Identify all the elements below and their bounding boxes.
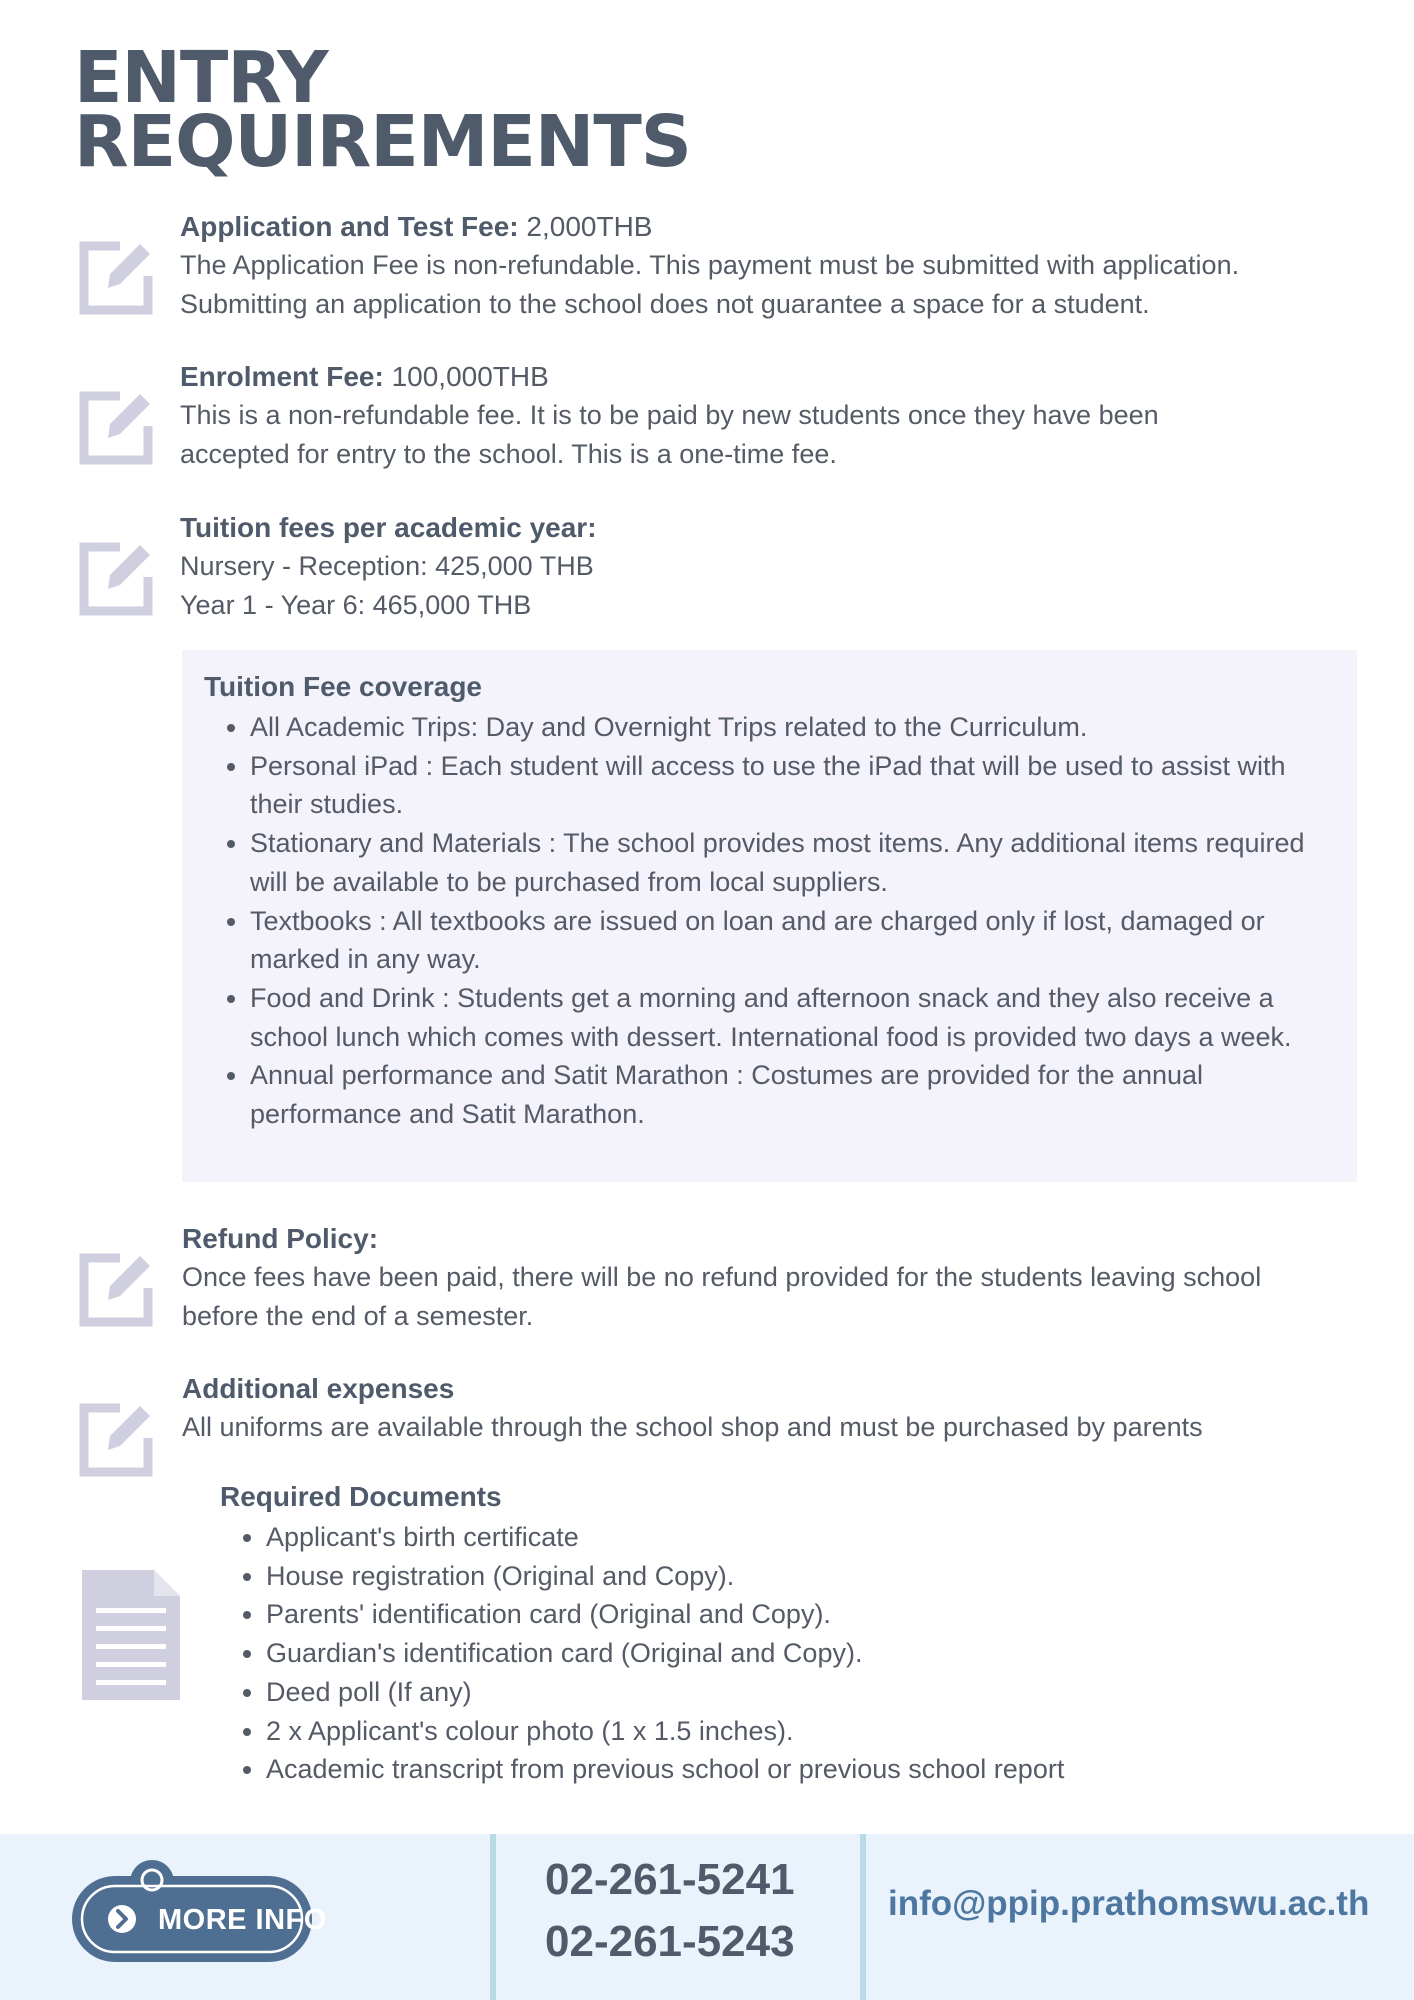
coverage-item: • All Academic Trips: Day and Overnight Trips related to the Curriculum. bbox=[250, 708, 1333, 747]
page-title bbox=[74, 36, 691, 183]
page-title-line-2: REQUIREMENTS bbox=[74, 100, 691, 183]
application-fee-label: Application and Test Fee: bbox=[180, 211, 519, 242]
coverage-item: • Personal iPad : Each student will access to use the iPad that will be used to assist with their studies. bbox=[250, 747, 1333, 824]
required-documents-heading: Required Documents bbox=[220, 1481, 502, 1512]
additional-expenses-heading: Additional expenses bbox=[182, 1373, 455, 1404]
application-fee-amount: 2,000THB bbox=[526, 211, 653, 242]
refund-policy-line-2: before the end of a semester. bbox=[182, 1300, 534, 1331]
additional-expenses-line: All uniforms are available through the school shop and must be purchased by parents bbox=[182, 1412, 1203, 1442]
document-item: • Academic transcript from previous school or previous school report bbox=[266, 1750, 1320, 1789]
phone-number-1[interactable]: 02-261-5241 bbox=[545, 1855, 795, 1904]
document-item: • Applicant's birth certificate bbox=[266, 1518, 1320, 1557]
application-fee-line-1: The Application Fee is non-refundable. This payment must be submitted with application. bbox=[180, 250, 1240, 280]
coverage-item: • Annual performance and Satit Marathon : Costumes are provided for the annual performance and Satit Marathon. bbox=[250, 1056, 1333, 1133]
edit-icon bbox=[74, 1244, 158, 1328]
tuition-fees-heading: Tuition fees per academic year: bbox=[180, 512, 597, 543]
enrolment-fee-amount: 100,000THB bbox=[391, 361, 549, 392]
application-fee-section bbox=[74, 208, 1364, 323]
enrolment-fee-line-1: This is a non-refundable fee. It is to be paid by new students once they have been bbox=[180, 400, 1159, 430]
edit-icon bbox=[74, 533, 158, 617]
phone-number-2[interactable]: 02-261-5243 bbox=[545, 1917, 795, 1966]
document-icon bbox=[82, 1570, 180, 1700]
refund-policy-section bbox=[74, 1220, 1364, 1335]
more-info-button[interactable] bbox=[72, 1852, 382, 1982]
phone-numbers bbox=[545, 1849, 795, 1973]
edit-icon bbox=[74, 232, 158, 316]
coverage-item: • Food and Drink : Students get a morning and afternoon snack and they also receive a school lunch which comes with dessert. International food is provided two days a week. bbox=[250, 979, 1333, 1056]
contact-footer bbox=[0, 1834, 1414, 2000]
enrolment-fee-line-2: accepted for entry to the school. This is a one-time fee. bbox=[180, 438, 837, 469]
footer-divider bbox=[860, 1834, 866, 2000]
additional-expenses-section bbox=[74, 1370, 1364, 1447]
page-title-line-1: ENTRY bbox=[74, 36, 328, 119]
email-link[interactable]: info@ppip.prathomswu.ac.th bbox=[888, 1884, 1370, 1923]
more-info-label: MORE INFO bbox=[158, 1904, 327, 1936]
application-fee-line-2: Submitting an application to the school does not guarantee a space for a student. bbox=[180, 288, 1150, 319]
document-item: • Guardian's identification card (Original and Copy). bbox=[266, 1634, 1320, 1673]
document-item: • Parents' identification card (Original and Copy). bbox=[266, 1595, 1320, 1634]
edit-icon bbox=[74, 382, 158, 466]
enrolment-fee-label: Enrolment Fee: bbox=[180, 361, 384, 392]
document-item: • Deed poll (If any) bbox=[266, 1673, 1320, 1712]
enrolment-fee-section bbox=[74, 358, 1364, 473]
footer-divider bbox=[490, 1834, 496, 2000]
application-fee-heading bbox=[180, 208, 1364, 246]
document-item: • 2 x Applicant's colour photo (1 x 1.5 inches). bbox=[266, 1712, 1320, 1751]
coverage-item: • Textbooks : All textbooks are issued on loan and are charged only if lost, damaged or marked in any way. bbox=[250, 902, 1333, 979]
coverage-heading: Tuition Fee coverage bbox=[204, 671, 482, 702]
coverage-item: • Stationary and Materials : The school provides most items. Any additional items required will be available to be purchased from local suppliers. bbox=[250, 824, 1333, 901]
tuition-coverage-box bbox=[182, 650, 1357, 1182]
edit-icon bbox=[74, 1394, 158, 1478]
tuition-fee-year: Year 1 - Year 6: 465,000 THB bbox=[180, 589, 532, 620]
required-documents bbox=[220, 1478, 1320, 1789]
coverage-list bbox=[204, 708, 1333, 1134]
document-item: • House registration (Original and Copy). bbox=[266, 1557, 1320, 1596]
required-documents-list bbox=[220, 1518, 1320, 1789]
tuition-fees-section bbox=[74, 509, 1364, 624]
tuition-fee-nursery: Nursery - Reception: 425,000 THB bbox=[180, 551, 594, 581]
refund-policy-heading: Refund Policy: bbox=[182, 1223, 379, 1254]
enrolment-fee-heading bbox=[180, 358, 1364, 396]
refund-policy-line-1: Once fees have been paid, there will be no refund provided for the students leaving school bbox=[182, 1262, 1262, 1292]
